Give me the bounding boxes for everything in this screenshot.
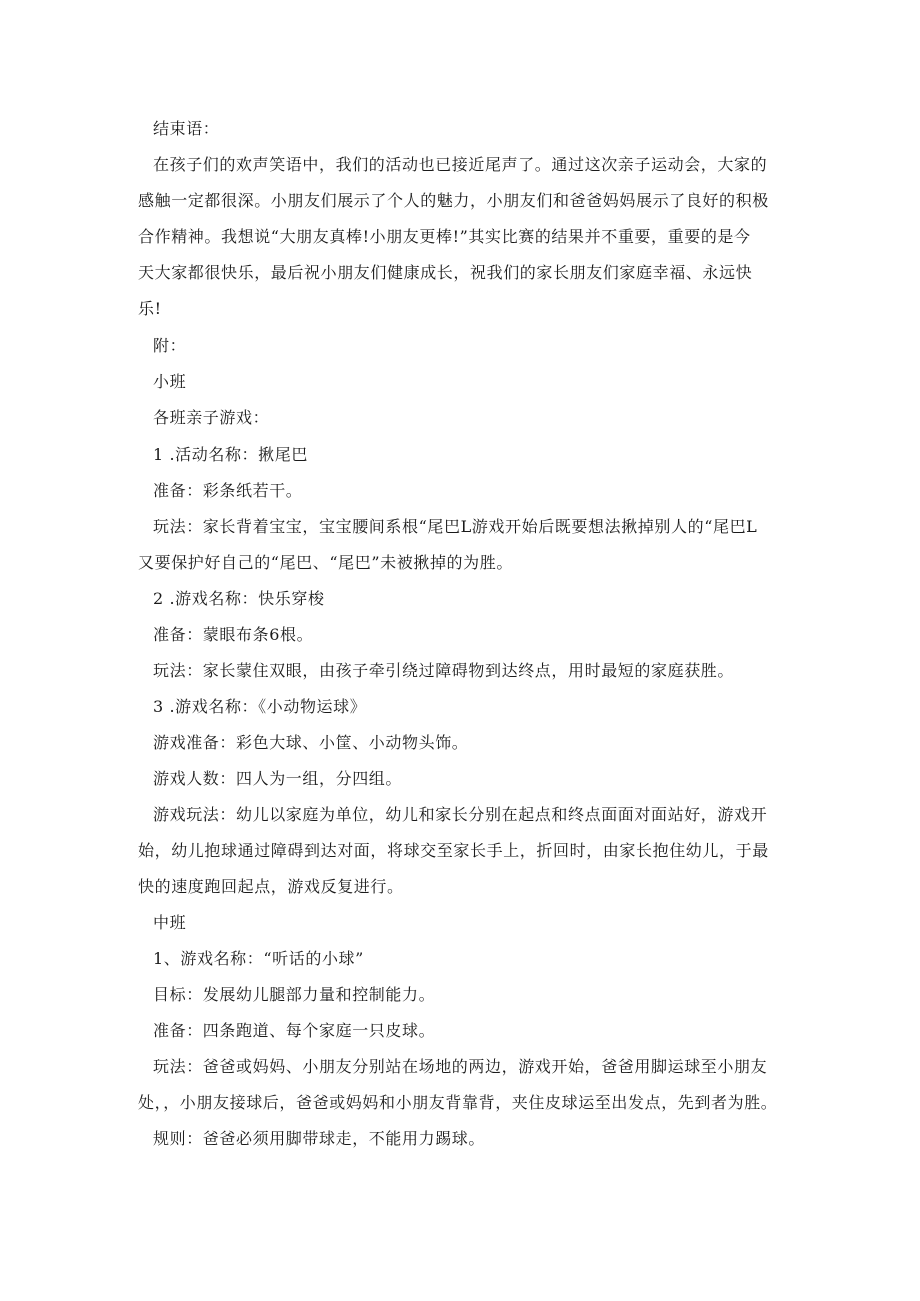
middle-game1-prep: 准备：四条跑道、每个家庭一只皮球。 <box>153 1021 436 1040</box>
middle-game1-rule: 规则：爸爸必须用脚带球走，不能用力踢球。 <box>153 1129 486 1148</box>
middle-game1-play-line-1: 玩法：爸爸或妈妈、小朋友分别站在场地的两边，游戏开始，爸爸用脚运球至小朋友 <box>153 1057 768 1076</box>
middle-game1-play-line-2: 处，，小朋友接球后，爸爸或妈妈和小朋友背靠背，夹住皮球运至出发点，先到者为胜。 <box>138 1093 778 1112</box>
small-game3-title: 3 .游戏名称：《小动物运球》 <box>153 697 367 716</box>
conclusion-line-3: 合作精神。我想说“大朋友真棒!小朋友更棒!”其实比赛的结果并不重要，重要的是今 <box>138 227 751 246</box>
small-game3-players: 游戏人数：四人为一组，分四组。 <box>153 769 403 788</box>
conclusion-heading: 结束语： <box>153 119 220 138</box>
conclusion-line-2: 感触一定都很深。小朋友们展示了个人的魅力，小朋友们和爸爸妈妈展示了良好的积极 <box>138 191 769 210</box>
small-game2-play: 玩法：家长蒙住双眼，由孩子牵引绕过障碍物到达终点，用时最短的家庭获胜。 <box>153 661 735 680</box>
small-game1-play-line-1: 玩法：家长背着宝宝，宝宝腰间系根“尾巴L游戏开始后既要想法揪掉别人的“尾巴L <box>153 517 758 536</box>
middle-class-heading: 中班 <box>153 913 187 932</box>
small-game3-play-line-2: 始，幼儿抱球通过障碍到达对面，将球交至家长手上，折回时，由家长抱住幼儿，于最 <box>138 841 769 860</box>
conclusion-line-5: 乐! <box>138 299 162 318</box>
small-game1-title: 1 .活动名称：揪尾巴 <box>153 445 308 464</box>
middle-game1-title: 1、游戏名称：“听话的小球” <box>153 949 364 968</box>
small-game1-prep: 准备：彩条纸若干。 <box>153 481 303 500</box>
conclusion-line-1: 在孩子们的欢声笑语中，我们的活动也已接近尾声了。通过这次亲子运动会，大家的 <box>153 155 768 174</box>
small-class-heading: 小班 <box>153 372 187 391</box>
appendix-label: 附： <box>153 336 187 355</box>
small-game1-play-line-2: 又要保护好自己的“尾巴、“尾巴”未被揪掉的为胜。 <box>138 553 513 572</box>
middle-game1-goal: 目标：发展幼儿腿部力量和控制能力。 <box>153 985 436 1004</box>
small-game3-play-line-3: 快的速度跑回起点，游戏反复进行。 <box>138 877 404 896</box>
small-class-subheading: 各班亲子游戏： <box>153 408 270 427</box>
small-game3-play-line-1: 游戏玩法：幼儿以家庭为单位，幼儿和家长分别在起点和终点面面对面站好，游戏开 <box>153 805 768 824</box>
small-game2-title: 2 .游戏名称：快乐穿梭 <box>153 589 325 608</box>
conclusion-line-4: 天大家都很快乐，最后祝小朋友们健康成长，祝我们的家长朋友们家庭幸福、永远快 <box>138 263 753 282</box>
small-game2-prep: 准备：蒙眼布条6根。 <box>153 625 314 644</box>
small-game3-prep: 游戏准备：彩色大球、小筐、小动物头饰。 <box>153 733 469 752</box>
